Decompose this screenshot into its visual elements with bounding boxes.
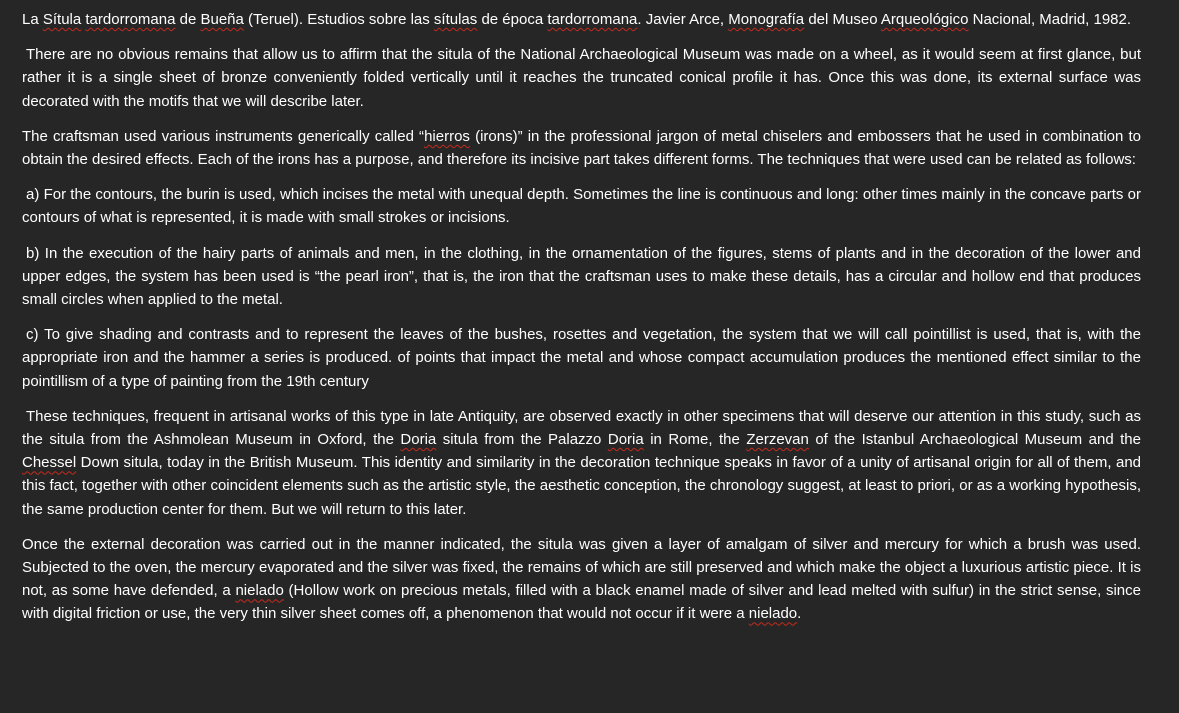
misspelled-word: Doria <box>607 431 644 449</box>
misspelled-word: tardorromana <box>547 11 638 28</box>
misspelled-word: Sítula <box>42 11 82 28</box>
text-run: in Rome, the <box>643 431 747 449</box>
text-run: de <box>175 11 201 28</box>
text-run: . <box>797 605 802 623</box>
paragraph[interactable] <box>22 125 1141 171</box>
misspelled-word: Zerzevan <box>746 431 809 449</box>
text-run: del Museo <box>804 11 881 28</box>
paragraph[interactable] <box>22 242 1141 312</box>
text-run: de época <box>477 11 548 28</box>
text-run: (Teruel). Estudios sobre las <box>243 11 434 28</box>
text-run: (irons)” in the professional jargon of metal chiselers and embossers that he used in combination to obtain the desired effects. Each of the irons has a purpose, and therefore its incisive part takes different forms. The techniques that were used can be related as follows: <box>22 127 1142 169</box>
paragraph[interactable] <box>22 183 1141 229</box>
misspelled-word: hierros <box>424 127 470 145</box>
misspelled-word: nielado <box>748 605 798 623</box>
misspelled-word: sítulas <box>433 11 478 28</box>
text-run: La <box>22 11 43 28</box>
paragraph[interactable] <box>22 323 1141 393</box>
misspelled-word: Arqueológico <box>880 11 969 28</box>
misspelled-word: Monografía <box>728 11 805 28</box>
paragraph[interactable] <box>22 43 1141 113</box>
text-run: The craftsman used various instruments generically called “ <box>22 127 425 145</box>
paragraph[interactable] <box>22 8 1141 31</box>
text-run: of the Istanbul Archaeological Museum and the <box>808 431 1141 449</box>
text-run: b) In the execution of the hairy parts of animals and men, in the clothing, in the ornamentation of the figures, stems of plants and in the decoration of the lower and upper edges, the system has been used is “the pearl iron”, that is, the iron that the craftsman uses to make these details, has a circular and hollow end that produces small circles when applied to the metal. <box>22 244 1141 309</box>
misspelled-word: Bueña <box>200 11 244 28</box>
text-run: a) For the contours, the burin is used, which incises the metal with unequal depth. Sometimes the line is continuous and long: other times mainly in the concave parts or contours of what is represented, it is made with small strokes or incisions. <box>22 186 1141 227</box>
text-run: There are no obvious remains that allow us to affirm that the situla of the National Archaeological Museum was made on a wheel, as it would seem at first glance, but rather it is a single sheet of bronze conveniently folded vertically until it reaches the truncated conical profile it has. Once this was done, its external surface was decorated with the motifs that we will describe later. <box>22 46 1141 110</box>
text-run: These techniques, frequent in artisanal works of this type in late Antiquity, are observed exactly in other specimens that will deserve our attention in this study, such as the situla from the Ashmolean Museum in Oxford, the <box>22 407 1141 449</box>
misspelled-word: Doria <box>400 431 437 449</box>
paragraph[interactable] <box>22 405 1141 521</box>
text-run: Once the external decoration was carried out in the manner indicated, the situla was given a layer of amalgam of silver and mercury for which a brush was used. Subjected to the oven, the mercury evaporated and the silver was fixed, the remains of which are still preserved and which make the object a luxurious artistic piece. It is not, as some have defended, a <box>22 535 1141 600</box>
misspelled-word: nielado <box>235 582 284 600</box>
text-run: (Hollow work on precious metals, filled with a black enamel made of silver and lead melted with sulfur) in the strict sense, since with digital friction or use, the very thin silver sheet comes off, a phenomenon that would not occur if it were a <box>22 582 1141 623</box>
paragraph[interactable] <box>22 533 1141 626</box>
text-run: . Javier Arce, <box>637 11 729 28</box>
text-run: Down situla, today in the British Museum. This identity and similarity in the decoration technique speaks in favor of a unity of artisanal origin for all of them, and this fact, together with other coincident elements such as the artistic style, the aesthetic conception, the chronology suggest, at least to priori, or as a working hypothesis, the same production center for them. But we will return to this later. <box>22 454 1141 518</box>
misspelled-word: tardorromana <box>85 11 176 28</box>
misspelled-word: Chessel <box>22 454 77 472</box>
text-run: Nacional, Madrid, 1982. <box>968 11 1132 28</box>
text-run: c) To give shading and contrasts and to represent the leaves of the bushes, rosettes and vegetation, the system that we will call pointillist is used, that is, with the appropriate iron and the hammer a series is produced. of points that impact the metal and whose compact accumulation produces the mentioned effect similar to the pointillism of a type of painting from the 19th century <box>22 326 1141 390</box>
text-run: situla from the Palazzo <box>436 431 608 449</box>
document-body[interactable] <box>22 8 1141 638</box>
